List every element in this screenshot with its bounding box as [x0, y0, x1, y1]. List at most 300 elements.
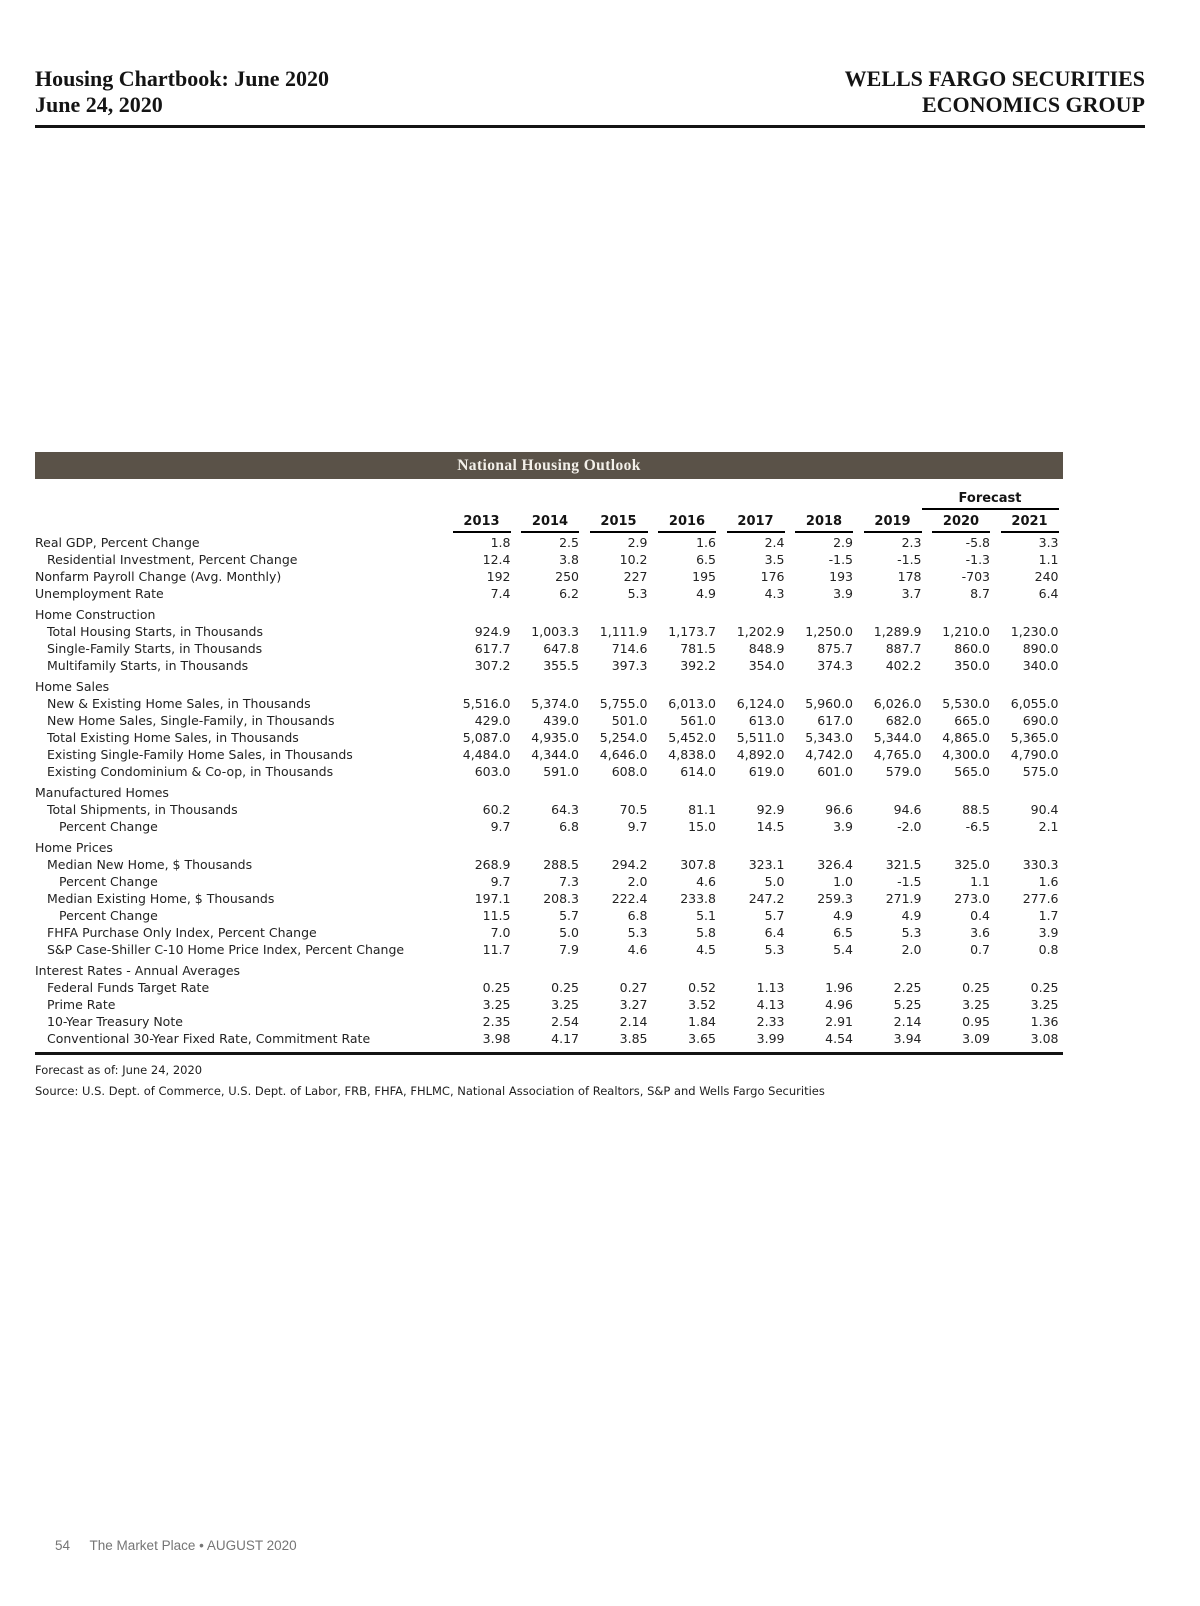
cell-value: 887.7	[885, 641, 922, 656]
cell-value: 1.96	[825, 980, 853, 995]
cell-value: 665.0	[954, 713, 990, 728]
cell-value: 924.9	[474, 624, 511, 639]
cell-value: 288.5	[543, 857, 579, 872]
section-header: Interest Rates - Annual Averages	[35, 963, 241, 978]
row-label: Conventional 30-Year Fixed Rate, Commitment Rate	[47, 1031, 371, 1046]
cell-value: 4,344.0	[531, 747, 579, 762]
row-label: New & Existing Home Sales, in Thousands	[47, 696, 311, 711]
cell-value: 7.4	[490, 586, 511, 601]
cell-value: 94.6	[893, 802, 922, 817]
cell-value: -5.8	[965, 535, 990, 550]
table-row	[35, 817, 1059, 834]
cell-value: 0.95	[962, 1014, 990, 1029]
cell-value: 5,516.0	[462, 696, 511, 711]
year-label: 2016	[658, 514, 716, 533]
cell-value: 4,646.0	[599, 747, 648, 762]
cell-value: 6.5	[696, 552, 716, 567]
cell-value: -1.5	[897, 874, 922, 889]
cell-value: 60.2	[482, 802, 511, 817]
cell-value: 92.9	[756, 802, 785, 817]
row-label: Unemployment Rate	[35, 586, 164, 601]
cell-value: 6.8	[627, 908, 648, 923]
table-row	[35, 694, 1059, 711]
year-column-header	[648, 509, 717, 533]
cell-value: 81.1	[688, 802, 716, 817]
cell-value: 860.0	[954, 641, 990, 656]
cell-value: 3.3	[1038, 535, 1059, 550]
cell-value: 6.8	[559, 819, 579, 834]
cell-value: 5,344.0	[873, 730, 922, 745]
cell-value: 1.84	[688, 1014, 716, 1029]
year-column-header	[922, 509, 991, 533]
cell-value: 575.0	[1022, 764, 1059, 779]
row-label: Federal Funds Target Rate	[47, 980, 210, 995]
cell-value: 5.3	[901, 925, 922, 940]
cell-value: 197.1	[474, 891, 511, 906]
cell-value: 3.25	[1030, 997, 1059, 1012]
table-row	[35, 995, 1059, 1012]
cell-value: 3.5	[764, 552, 785, 567]
table-row	[35, 855, 1059, 872]
row-label: Multifamily Starts, in Thousands	[47, 658, 249, 673]
cell-value: 5,374.0	[531, 696, 579, 711]
row-label: Percent Change	[59, 874, 158, 889]
cell-value: 1.36	[1030, 1014, 1059, 1029]
cell-value: -703	[961, 569, 990, 584]
cell-value: 0.25	[1030, 980, 1059, 995]
cell-value: 3.08	[1030, 1031, 1059, 1046]
cell-value: 340.0	[1022, 658, 1059, 673]
cell-value: 3.8	[559, 552, 579, 567]
cell-value: 603.0	[474, 764, 511, 779]
cell-value: 1,250.0	[805, 624, 853, 639]
cell-value: 96.6	[825, 802, 853, 817]
cell-value: 848.9	[748, 641, 785, 656]
table-title: National Housing Outlook	[457, 456, 641, 474]
cell-value: 3.65	[688, 1031, 716, 1046]
cell-value: 0.52	[688, 980, 716, 995]
row-label: Nonfarm Payroll Change (Avg. Monthly)	[35, 569, 282, 584]
cell-value: 875.7	[817, 641, 853, 656]
cell-value: 3.98	[482, 1031, 511, 1046]
cell-value: 7.0	[490, 925, 511, 940]
table-row	[35, 800, 1059, 817]
cell-value: 4,484.0	[462, 747, 511, 762]
cell-value: 3.25	[962, 997, 990, 1012]
table-body	[35, 533, 1059, 1046]
cell-value: 4.9	[696, 586, 716, 601]
cell-value: 354.0	[748, 658, 785, 673]
year-column-header	[716, 509, 785, 533]
cell-value: 5,511.0	[736, 730, 785, 745]
table-row	[35, 1029, 1059, 1046]
row-label: Median New Home, $ Thousands	[47, 857, 253, 872]
cell-value: 14.5	[756, 819, 785, 834]
cell-value: 178	[897, 569, 922, 584]
cell-value: 193	[829, 569, 853, 584]
cell-value: 3.7	[901, 586, 922, 601]
cell-value: 6,013.0	[668, 696, 716, 711]
cell-value: 4,838.0	[668, 747, 716, 762]
year-column-header	[511, 509, 580, 533]
row-label: Total Existing Home Sales, in Thousands	[47, 730, 299, 745]
cell-value: 579.0	[885, 764, 922, 779]
section-header: Home Construction	[35, 607, 156, 622]
cell-value: 601.0	[817, 764, 853, 779]
cell-value: 614.0	[680, 764, 716, 779]
cell-value: 3.94	[893, 1031, 922, 1046]
row-label: Median Existing Home, $ Thousands	[47, 891, 275, 906]
page-number: 54	[55, 1538, 71, 1553]
cell-value: 0.27	[619, 980, 648, 995]
section-header-row	[35, 834, 1059, 855]
row-label: Percent Change	[59, 819, 158, 834]
cell-value: 176	[760, 569, 785, 584]
cell-value: 192	[486, 569, 511, 584]
cell-value: 402.2	[885, 658, 922, 673]
cell-value: 5.4	[833, 942, 853, 957]
cell-value: 2.1	[1038, 819, 1059, 834]
cell-value: 561.0	[680, 713, 716, 728]
cell-value: 4.5	[696, 942, 716, 957]
row-label: S&P Case-Shiller C-10 Home Price Index, Percent Change	[47, 942, 405, 957]
year-label: 2018	[795, 514, 853, 533]
cell-value: 6,055.0	[1010, 696, 1059, 711]
cell-value: 4.54	[825, 1031, 853, 1046]
cell-value: 307.2	[474, 658, 511, 673]
cell-value: 222.4	[611, 891, 648, 906]
cell-value: 208.3	[543, 891, 579, 906]
cell-value: 5.8	[696, 925, 716, 940]
cell-value: 1,289.9	[873, 624, 922, 639]
table-row	[35, 1012, 1059, 1029]
cell-value: 2.91	[825, 1014, 853, 1029]
cell-value: 10.2	[619, 552, 648, 567]
cell-value: 5.7	[559, 908, 579, 923]
year-column-header	[442, 509, 511, 533]
year-label: 2019	[864, 514, 922, 533]
cell-value: 90.4	[1030, 802, 1059, 817]
cell-value: 392.2	[680, 658, 716, 673]
cell-value: 5.25	[893, 997, 922, 1012]
cell-value: 88.5	[962, 802, 990, 817]
section-header-row	[35, 673, 1059, 694]
year-column-header	[990, 509, 1059, 533]
cell-value: 5,755.0	[599, 696, 648, 711]
cell-value: 250	[555, 569, 579, 584]
cell-value: 617.7	[474, 641, 511, 656]
cell-value: 3.6	[970, 925, 990, 940]
cell-value: 3.52	[688, 997, 716, 1012]
cell-value: 439.0	[543, 713, 579, 728]
cell-value: 4.96	[825, 997, 853, 1012]
cell-value: 5,960.0	[805, 696, 853, 711]
cell-value: 0.25	[551, 980, 579, 995]
cell-value: 9.7	[490, 819, 511, 834]
cell-value: 4.9	[901, 908, 922, 923]
cell-value: 2.33	[756, 1014, 785, 1029]
table-row	[35, 656, 1059, 673]
row-label: Existing Single-Family Home Sales, in Thousands	[47, 747, 353, 762]
table-row	[35, 567, 1059, 584]
cell-value: 2.54	[551, 1014, 579, 1029]
cell-value: 5.3	[764, 942, 785, 957]
report-date: June 24, 2020	[35, 92, 163, 117]
cell-value: 1.0	[833, 874, 853, 889]
cell-value: 330.3	[1022, 857, 1059, 872]
table-row	[35, 711, 1059, 728]
year-label: 2015	[590, 514, 648, 533]
org-name: WELLS FARGO SECURITIES	[844, 66, 1145, 91]
cell-value: 682.0	[885, 713, 922, 728]
table-row	[35, 906, 1059, 923]
cell-value: 3.9	[833, 819, 853, 834]
table-row	[35, 584, 1059, 601]
cell-value: -1.3	[965, 552, 990, 567]
cell-value: 619.0	[748, 764, 785, 779]
cell-value: 0.25	[482, 980, 511, 995]
cell-value: 591.0	[543, 764, 579, 779]
cell-value: 1.6	[1038, 874, 1059, 889]
cell-value: 565.0	[954, 764, 990, 779]
cell-value: 6.5	[833, 925, 853, 940]
year-column-header	[785, 509, 854, 533]
cell-value: 617.0	[817, 713, 853, 728]
cell-value: 307.8	[680, 857, 716, 872]
table-row	[35, 889, 1059, 906]
year-label: 2021	[1001, 514, 1059, 533]
cell-value: 2.9	[833, 535, 853, 550]
report-title-block	[35, 66, 329, 118]
cell-value: 2.35	[482, 1014, 511, 1029]
cell-value: 2.0	[627, 874, 648, 889]
cell-value: 240	[1034, 569, 1059, 584]
forecast-asof-note: Forecast as of: June 24, 2020	[35, 1063, 203, 1077]
cell-value: 3.99	[756, 1031, 785, 1046]
cell-value: 64.3	[551, 802, 579, 817]
table-row	[35, 639, 1059, 656]
cell-value: 268.9	[474, 857, 511, 872]
forecast-spacer	[35, 491, 922, 509]
section-header: Home Sales	[35, 679, 110, 694]
cell-value: 714.6	[611, 641, 648, 656]
cell-value: 4,742.0	[805, 747, 853, 762]
cell-value: 4,765.0	[873, 747, 922, 762]
cell-value: 608.0	[611, 764, 648, 779]
table-title-bar	[35, 452, 1063, 479]
page-footer	[55, 1538, 297, 1553]
cell-value: 781.5	[680, 641, 716, 656]
cell-value: 6.4	[764, 925, 785, 940]
cell-value: 195	[692, 569, 716, 584]
cell-value: 1,003.3	[531, 624, 579, 639]
cell-value: 5,365.0	[1010, 730, 1059, 745]
section-header-row	[35, 779, 1059, 800]
table-row	[35, 622, 1059, 639]
row-label: Percent Change	[59, 908, 158, 923]
section-header: Home Prices	[35, 840, 113, 855]
year-label: 2020	[932, 514, 990, 533]
forecast-label: Forecast	[922, 491, 1059, 509]
cell-value: 325.0	[954, 857, 990, 872]
cell-value: 321.5	[885, 857, 922, 872]
cell-value: -6.5	[965, 819, 990, 834]
row-label: Single-Family Starts, in Thousands	[47, 641, 263, 656]
cell-value: 6.4	[1038, 586, 1059, 601]
cell-value: 4.3	[764, 586, 785, 601]
cell-value: 5.0	[559, 925, 579, 940]
cell-value: 2.4	[764, 535, 785, 550]
table-row	[35, 940, 1059, 957]
report-title: Housing Chartbook: June 2020	[35, 66, 330, 91]
cell-value: 2.9	[627, 535, 648, 550]
row-label: New Home Sales, Single-Family, in Thousands	[47, 713, 335, 728]
cell-value: 2.14	[893, 1014, 922, 1029]
cell-value: 5.0	[764, 874, 785, 889]
table-row	[35, 728, 1059, 745]
row-label: 10-Year Treasury Note	[47, 1014, 183, 1029]
cell-value: 15.0	[688, 819, 716, 834]
cell-value: 271.9	[885, 891, 922, 906]
cell-value: -1.5	[897, 552, 922, 567]
cell-value: 11.7	[482, 942, 511, 957]
cell-value: 2.3	[901, 535, 922, 550]
cell-value: 294.2	[611, 857, 648, 872]
cell-value: 6,124.0	[736, 696, 785, 711]
cell-value: 247.2	[748, 891, 785, 906]
cell-value: 277.6	[1022, 891, 1059, 906]
cell-value: 5,343.0	[805, 730, 853, 745]
cell-value: 3.09	[962, 1031, 990, 1046]
table-bottom-rule	[35, 1052, 1063, 1055]
cell-value: 3.85	[619, 1031, 648, 1046]
cell-value: 3.25	[482, 997, 511, 1012]
cell-value: 355.5	[543, 658, 579, 673]
cell-value: 273.0	[954, 891, 990, 906]
cell-value: 3.9	[1038, 925, 1059, 940]
cell-value: 5,254.0	[599, 730, 648, 745]
row-label: Prime Rate	[47, 997, 116, 1012]
table-row	[35, 745, 1059, 762]
cell-value: -2.0	[897, 819, 922, 834]
outlook-table	[35, 491, 1059, 1046]
cell-value: 1,230.0	[1010, 624, 1059, 639]
year-label: 2013	[453, 514, 511, 533]
cell-value: 1,173.7	[668, 624, 716, 639]
table-row	[35, 923, 1059, 940]
cell-value: 233.8	[680, 891, 716, 906]
cell-value: 0.7	[970, 942, 990, 957]
year-column-header	[579, 509, 648, 533]
cell-value: 2.5	[559, 535, 579, 550]
cell-value: 4,865.0	[942, 730, 990, 745]
row-label: Existing Condominium & Co-op, in Thousands	[47, 764, 334, 779]
cell-value: 0.4	[970, 908, 990, 923]
cell-value: 2.14	[619, 1014, 648, 1029]
year-header-row	[35, 509, 1059, 533]
cell-value: 5.1	[696, 908, 716, 923]
cell-value: 323.1	[748, 857, 785, 872]
cell-value: 1,111.9	[599, 624, 648, 639]
row-label: Total Shipments, in Thousands	[47, 802, 238, 817]
cell-value: 2.0	[901, 942, 922, 957]
cell-value: 227	[623, 569, 648, 584]
year-label: 2014	[521, 514, 579, 533]
cell-value: 1.13	[756, 980, 785, 995]
section-header: Manufactured Homes	[35, 785, 169, 800]
forecast-header-row	[35, 491, 1059, 509]
org-block	[845, 66, 1145, 118]
table-row	[35, 550, 1059, 567]
cell-value: 4.9	[833, 908, 853, 923]
cell-value: 70.5	[619, 802, 648, 817]
cell-value: 3.27	[619, 997, 648, 1012]
cell-value: 1.1	[1038, 552, 1059, 567]
cell-value: 5.3	[627, 586, 648, 601]
document-header	[35, 66, 1145, 128]
publication-name: The Market Place • AUGUST 2020	[89, 1538, 297, 1553]
table-head	[35, 491, 1059, 533]
cell-value: 4,790.0	[1010, 747, 1059, 762]
row-label: Residential Investment, Percent Change	[47, 552, 298, 567]
cell-value: 4.6	[627, 942, 648, 957]
cell-value: 501.0	[611, 713, 648, 728]
source-note: Source: U.S. Dept. of Commerce, U.S. Dept. of Labor, FRB, FHFA, FHLMC, National Association of Realtors, S&P and Wells Fargo Securities	[35, 1084, 825, 1098]
cell-value: 3.9	[833, 586, 853, 601]
cell-value: 4.17	[551, 1031, 579, 1046]
cell-value: 9.7	[627, 819, 648, 834]
cell-value: 12.4	[482, 552, 511, 567]
cell-value: 0.8	[1038, 942, 1059, 957]
cell-value: 6.2	[559, 586, 579, 601]
year-header-spacer	[35, 509, 442, 533]
cell-value: 1.7	[1038, 908, 1059, 923]
cell-value: 5.3	[627, 925, 648, 940]
table-row	[35, 978, 1059, 995]
cell-value: 890.0	[1022, 641, 1059, 656]
cell-value: 613.0	[748, 713, 785, 728]
cell-value: 4,935.0	[531, 730, 579, 745]
cell-value: 429.0	[474, 713, 511, 728]
year-label: 2017	[727, 514, 785, 533]
cell-value: 326.4	[817, 857, 853, 872]
section-header-row	[35, 957, 1059, 978]
cell-value: 1.8	[490, 535, 511, 550]
cell-value: 5,087.0	[462, 730, 511, 745]
cell-value: 4.6	[696, 874, 716, 889]
cell-value: 350.0	[954, 658, 990, 673]
cell-value: 5,452.0	[668, 730, 716, 745]
cell-value: 647.8	[543, 641, 579, 656]
cell-value: 0.25	[962, 980, 990, 995]
cell-value: 5,530.0	[942, 696, 990, 711]
cell-value: 1,202.9	[736, 624, 785, 639]
cell-value: 4,892.0	[736, 747, 785, 762]
cell-value: 7.9	[559, 942, 579, 957]
cell-value: 397.3	[611, 658, 648, 673]
cell-value: 5.7	[764, 908, 785, 923]
national-housing-outlook	[35, 452, 1063, 1098]
cell-value: 2.25	[893, 980, 922, 995]
cell-value: 374.3	[817, 658, 853, 673]
table-row	[35, 872, 1059, 889]
table-row	[35, 533, 1059, 550]
section-header-row	[35, 601, 1059, 622]
cell-value: 4,300.0	[942, 747, 990, 762]
row-label: FHFA Purchase Only Index, Percent Change	[47, 925, 317, 940]
cell-value: 8.7	[970, 586, 990, 601]
cell-value: 1.1	[970, 874, 990, 889]
